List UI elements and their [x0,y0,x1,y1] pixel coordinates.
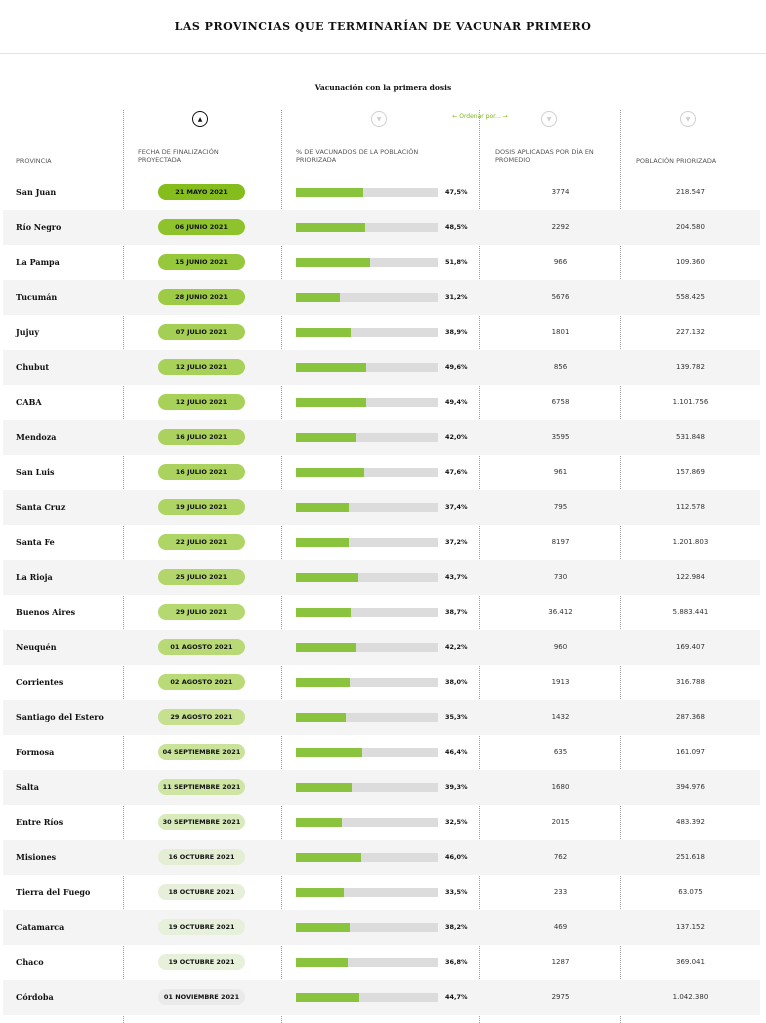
porcentaje-value: 32,5% [445,818,468,826]
progress-bar-track [296,398,438,407]
poblacion-value: 558.425 [676,293,705,301]
table-row [3,875,760,910]
progress-bar-track [296,783,438,792]
fecha-badge: 12 JULIO 2021 [158,394,245,410]
poblacion-value: 1.101.756 [672,398,709,406]
poblacion-value: 109.360 [676,258,705,266]
progress-bar-track [296,573,438,582]
dosis-value: 1432 [551,713,570,721]
fecha-badge: 02 AGOSTO 2021 [158,674,245,690]
porcentaje-value: 48,5% [445,223,468,231]
porcentaje-value: 43,7% [445,573,468,581]
porcentaje-value: 33,5% [445,888,468,896]
progress-bar-track [296,853,438,862]
progress-bar-fill [296,993,359,1002]
progress-bar-fill [296,608,351,617]
provincia-cell: Córdoba [16,992,54,1002]
porcentaje-value: 42,2% [445,643,468,651]
provincia-cell: La Pampa [16,257,60,267]
provincia-cell: Catamarca [16,922,65,932]
porcentaje-value: 37,4% [445,503,468,511]
chevron-down-icon: ▼ [685,115,691,123]
porcentaje-value: 35,3% [445,713,468,721]
dosis-value: 1680 [551,783,570,791]
provincia-cell: Buenos Aires [16,607,76,617]
table-row [3,280,760,315]
progress-bar-track [296,713,438,722]
provincia-cell: Entre Ríos [16,817,64,827]
fecha-badge: 30 SEPTIEMBRE 2021 [158,814,245,830]
poblacion-value: 112.578 [676,503,705,511]
fecha-badge: 21 MAYO 2021 [158,184,245,200]
table-row [3,770,760,805]
sort-fecha-button[interactable] [192,111,208,127]
progress-bar-fill [296,818,342,827]
table-row [3,735,760,770]
progress-bar-track [296,503,438,512]
sort-porcentaje-button[interactable] [371,111,387,127]
title-divider [0,53,766,54]
dosis-value: 469 [553,923,568,931]
table-subtitle: Vacunación con la primera dosis [314,83,452,92]
poblacion-value: 316.788 [676,678,705,686]
progress-bar-track [296,888,438,897]
fecha-badge: 04 SEPTIEMBRE 2021 [158,744,245,760]
progress-bar-fill [296,783,352,792]
fecha-badge: 25 JULIO 2021 [158,569,245,585]
column-header-dosis: DOSIS APLICADAS POR DÍA EN PROMEDIO [495,148,594,164]
poblacion-value: 161.097 [676,748,705,756]
porcentaje-value: 46,4% [445,748,468,756]
fecha-badge: 19 OCTUBRE 2021 [158,919,245,935]
poblacion-value: 287.368 [676,713,705,721]
progress-bar-track [296,643,438,652]
dosis-value: 3595 [551,433,570,441]
porcentaje-value: 38,0% [445,678,468,686]
poblacion-value: 1.042.380 [672,993,709,1001]
progress-bar-fill [296,398,366,407]
fecha-badge: 06 JUNIO 2021 [158,219,245,235]
table-row [3,385,760,420]
table-row [3,805,760,840]
table-row [3,490,760,525]
poblacion-value: 139.782 [676,363,705,371]
progress-bar-fill [296,748,362,757]
table-row [3,630,760,665]
provincia-cell: Río Negro [16,222,62,232]
poblacion-value: 137.152 [676,923,705,931]
chevron-down-icon: ▼ [546,115,552,123]
table-row [3,840,760,875]
dosis-value: 762 [553,853,568,861]
column-header-fecha: FECHA DE FINALIZACIÓN PROYECTADA [138,148,219,164]
column-header-provincia: PROVINCIA [16,157,52,165]
progress-bar-fill [296,328,351,337]
table-row [3,350,760,385]
dosis-value: 2292 [551,223,570,231]
porcentaje-value: 36,8% [445,958,468,966]
progress-bar-fill [296,888,344,897]
progress-bar-track [296,258,438,267]
dosis-value: 6758 [551,398,570,406]
provincia-cell: La Rioja [16,572,53,582]
progress-bar-fill [296,573,358,582]
porcentaje-value: 47,6% [445,468,468,476]
porcentaje-value: 44,7% [445,993,468,1001]
dosis-value: 730 [553,573,568,581]
fecha-badge: 22 JULIO 2021 [158,534,245,550]
fecha-badge: 16 JULIO 2021 [158,429,245,445]
progress-bar-track [296,293,438,302]
fecha-badge: 16 JULIO 2021 [158,464,245,480]
dosis-value: 1287 [551,958,570,966]
fecha-badge: 19 OCTUBRE 2021 [158,954,245,970]
provincia-cell: CABA [16,397,42,407]
poblacion-value: 204.580 [676,223,705,231]
porcentaje-value: 42,0% [445,433,468,441]
provincia-cell: Chubut [16,362,50,372]
dosis-value: 233 [553,888,568,896]
porcentaje-value: 31,2% [445,293,468,301]
progress-bar-fill [296,468,364,477]
poblacion-value: 394.976 [676,783,705,791]
dosis-value: 2015 [551,818,570,826]
progress-bar-track [296,678,438,687]
progress-bar-fill [296,678,350,687]
porcentaje-value: 49,6% [445,363,468,371]
porcentaje-value: 51,8% [445,258,468,266]
porcentaje-value: 37,2% [445,538,468,546]
dosis-value: 5676 [551,293,570,301]
page-title: LAS PROVINCIAS QUE TERMINARÍAN DE VACUNAR PRIMERO [174,20,592,33]
provincia-cell: Misiones [16,852,57,862]
table-row [3,910,760,945]
table-row [3,945,760,980]
provincia-cell: Jujuy [16,327,39,337]
progress-bar-fill [296,958,348,967]
poblacion-value: 369.041 [676,958,705,966]
sort-poblacion-button[interactable] [680,111,696,127]
progress-bar-track [296,468,438,477]
provincia-cell: Corrientes [16,677,64,687]
porcentaje-value: 38,2% [445,923,468,931]
table-row [3,315,760,350]
order-hint: ← Ordenar por... → [452,113,508,120]
porcentaje-value: 38,7% [445,608,468,616]
poblacion-value: 169.407 [676,643,705,651]
table-row [3,980,760,1015]
dosis-value: 961 [553,468,568,476]
progress-bar-fill [296,258,370,267]
provincia-cell: Neuquén [16,642,57,652]
dosis-value: 1913 [551,678,570,686]
table-row [3,560,760,595]
fecha-badge: 18 OCTUBRE 2021 [158,884,245,900]
provincia-cell: Chaco [16,957,44,967]
fecha-badge: 15 JUNIO 2021 [158,254,245,270]
poblacion-value: 5.883.441 [672,608,709,616]
progress-bar-fill [296,293,340,302]
progress-bar-fill [296,223,365,232]
progress-bar-track [296,433,438,442]
progress-bar-track [296,188,438,197]
provincia-cell: San Luis [16,467,55,477]
dosis-value: 2975 [551,993,570,1001]
dosis-value: 3774 [551,188,570,196]
progress-bar-fill [296,643,356,652]
table-row [3,245,760,280]
poblacion-value: 1.201.803 [672,538,709,546]
progress-bar-track [296,328,438,337]
provincia-cell: Mendoza [16,432,57,442]
provincia-cell: Santa Fe [16,537,55,547]
poblacion-value: 157.869 [676,468,705,476]
fecha-badge: 29 JULIO 2021 [158,604,245,620]
chevron-down-icon: ▼ [376,115,382,123]
progress-bar-track [296,818,438,827]
poblacion-value: 227.132 [676,328,705,336]
table-row [3,525,760,560]
progress-bar-fill [296,853,361,862]
provincia-cell: Tucumán [16,292,58,302]
provincia-cell: Salta [16,782,39,792]
progress-bar-fill [296,713,346,722]
progress-bar-track [296,748,438,757]
porcentaje-value: 47,5% [445,188,468,196]
poblacion-value: 483.392 [676,818,705,826]
progress-bar-track [296,608,438,617]
dosis-value: 1801 [551,328,570,336]
progress-bar-fill [296,923,350,932]
fecha-badge: 29 AGOSTO 2021 [158,709,245,725]
fecha-badge: 01 NOVIEMBRE 2021 [158,989,245,1005]
column-header-poblacion: POBLACIÓN PRIORIZADA [636,157,717,165]
provincia-cell: Tierra del Fuego [16,887,91,897]
progress-bar-fill [296,433,356,442]
table-row [3,420,760,455]
column-header-porcentaje: % DE VACUNADOS DE LA POBLACIÓN PRIORIZADA [296,148,419,164]
table-row [3,210,760,245]
progress-bar-track [296,538,438,547]
fecha-badge: 12 JULIO 2021 [158,359,245,375]
progress-bar-fill [296,538,349,547]
provincia-cell: Santa Cruz [16,502,66,512]
porcentaje-value: 39,3% [445,783,468,791]
fecha-badge: 19 JULIO 2021 [158,499,245,515]
progress-bar-track [296,223,438,232]
table-row [3,455,760,490]
poblacion-value: 251.618 [676,853,705,861]
poblacion-value: 63.075 [678,888,703,896]
porcentaje-value: 49,4% [445,398,468,406]
progress-bar-track [296,363,438,372]
provincia-cell: Formosa [16,747,55,757]
dosis-value: 856 [553,363,568,371]
provincia-cell: San Juan [16,187,57,197]
dosis-value: 966 [553,258,568,266]
progress-bar-track [296,923,438,932]
table-row [3,175,760,210]
porcentaje-value: 46,0% [445,853,468,861]
fecha-badge: 07 JULIO 2021 [158,324,245,340]
poblacion-value: 218.547 [676,188,705,196]
fecha-badge: 01 AGOSTO 2021 [158,639,245,655]
sort-dosis-button[interactable] [541,111,557,127]
fecha-badge: 11 SEPTIEMBRE 2021 [158,779,245,795]
provincia-cell: Santiago del Estero [16,712,104,722]
table-row [3,595,760,630]
poblacion-value: 122.984 [676,573,705,581]
dosis-value: 635 [553,748,568,756]
porcentaje-value: 38,9% [445,328,468,336]
dosis-value: 960 [553,643,568,651]
table-row [3,665,760,700]
poblacion-value: 531.848 [676,433,705,441]
progress-bar-track [296,958,438,967]
dosis-value: 8197 [551,538,570,546]
fecha-badge: 16 OCTUBRE 2021 [158,849,245,865]
progress-bar-track [296,993,438,1002]
progress-bar-fill [296,188,363,197]
dosis-value: 36.412 [548,608,573,616]
table-row [3,700,760,735]
progress-bar-fill [296,363,366,372]
dosis-value: 795 [553,503,568,511]
progress-bar-fill [296,503,349,512]
chevron-up-icon: ▲ [197,115,203,123]
fecha-badge: 28 JUNIO 2021 [158,289,245,305]
